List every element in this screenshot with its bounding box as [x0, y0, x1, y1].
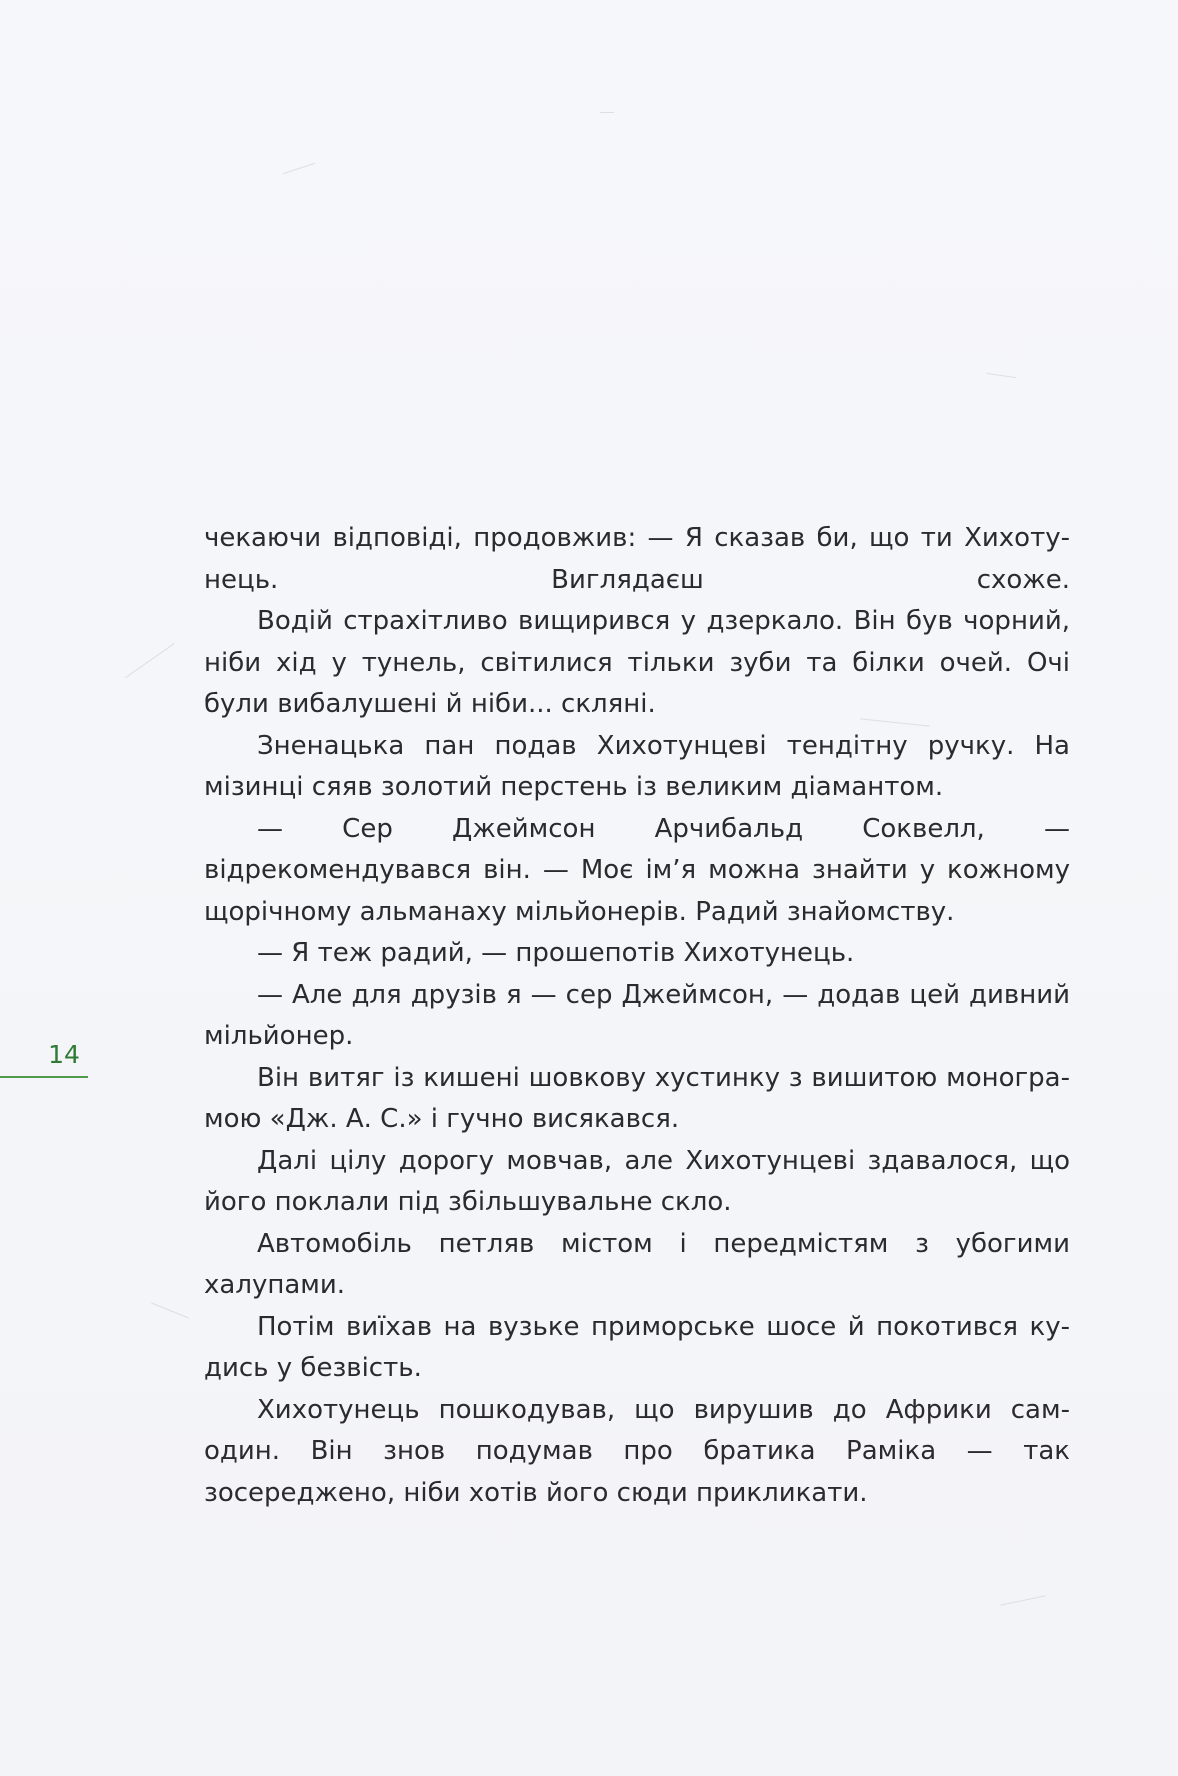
paragraph: Автомобіль петляв містом і передмістям з убогими халупами. [204, 1228, 1070, 1300]
page-number-rule [0, 1076, 88, 1078]
paragraph: Зненацька пан подав Хихотунцеві тендітну ручку. На мізинці сяяв золотий перстень із великим діамантом. [204, 730, 1070, 802]
paper-scratch [1000, 1595, 1045, 1606]
paper-scratch [986, 373, 1016, 378]
paragraph: Далі цілу дорогу мовчав, але Хихотунцеві здавалося, що його поклали під збільшувальне скло. [204, 1145, 1070, 1217]
paragraph: — Але для друзів я — сер Джеймсон, — додав цей дивний мільйонер. [204, 979, 1070, 1051]
body-text [204, 518, 1070, 1514]
paper-scratch [125, 643, 175, 678]
paragraph: — Сер Джеймсон Арчибальд Соквелл, — відрекомендувався він. — Моє ім’я можна знайти у кожному щорічному альманаху мільйонерів. Радий знайомству. [204, 813, 1070, 927]
paragraph: чекаючи відповіді, продовжив: — Я сказав би, що ти Хихотунець. Виглядаєш схоже. [204, 523, 1070, 595]
paragraph: Він витяг із кишені шовкову хустинку з вишитою монограмою «Дж. А. С.» і гучно висякався. [204, 1062, 1070, 1134]
paragraph: Потім виїхав на вузьке приморське шосе й покотився кудись у безвість. [204, 1311, 1070, 1383]
page-number: 14 [48, 1040, 80, 1069]
paper-scratch [283, 163, 316, 174]
paper-scratch [600, 112, 614, 113]
paragraph: — Я теж радий, — прошепотів Хихотунець. [257, 938, 855, 968]
paper-scratch [151, 1303, 188, 1319]
paragraph: Водій страхітливо вищирився у дзеркало. Він був чорний, ніби хід у тунель, світилися тільки зуби та білки очей. Очі були вибалушені й ніби... скляні. [204, 606, 1070, 719]
paragraph: Хихотунець пошкодував, що вирушив до Африки сам-один. Він знов подумав про братика Раміка — так зосереджено, ніби хотів його сюди прикликати. [204, 1394, 1070, 1508]
